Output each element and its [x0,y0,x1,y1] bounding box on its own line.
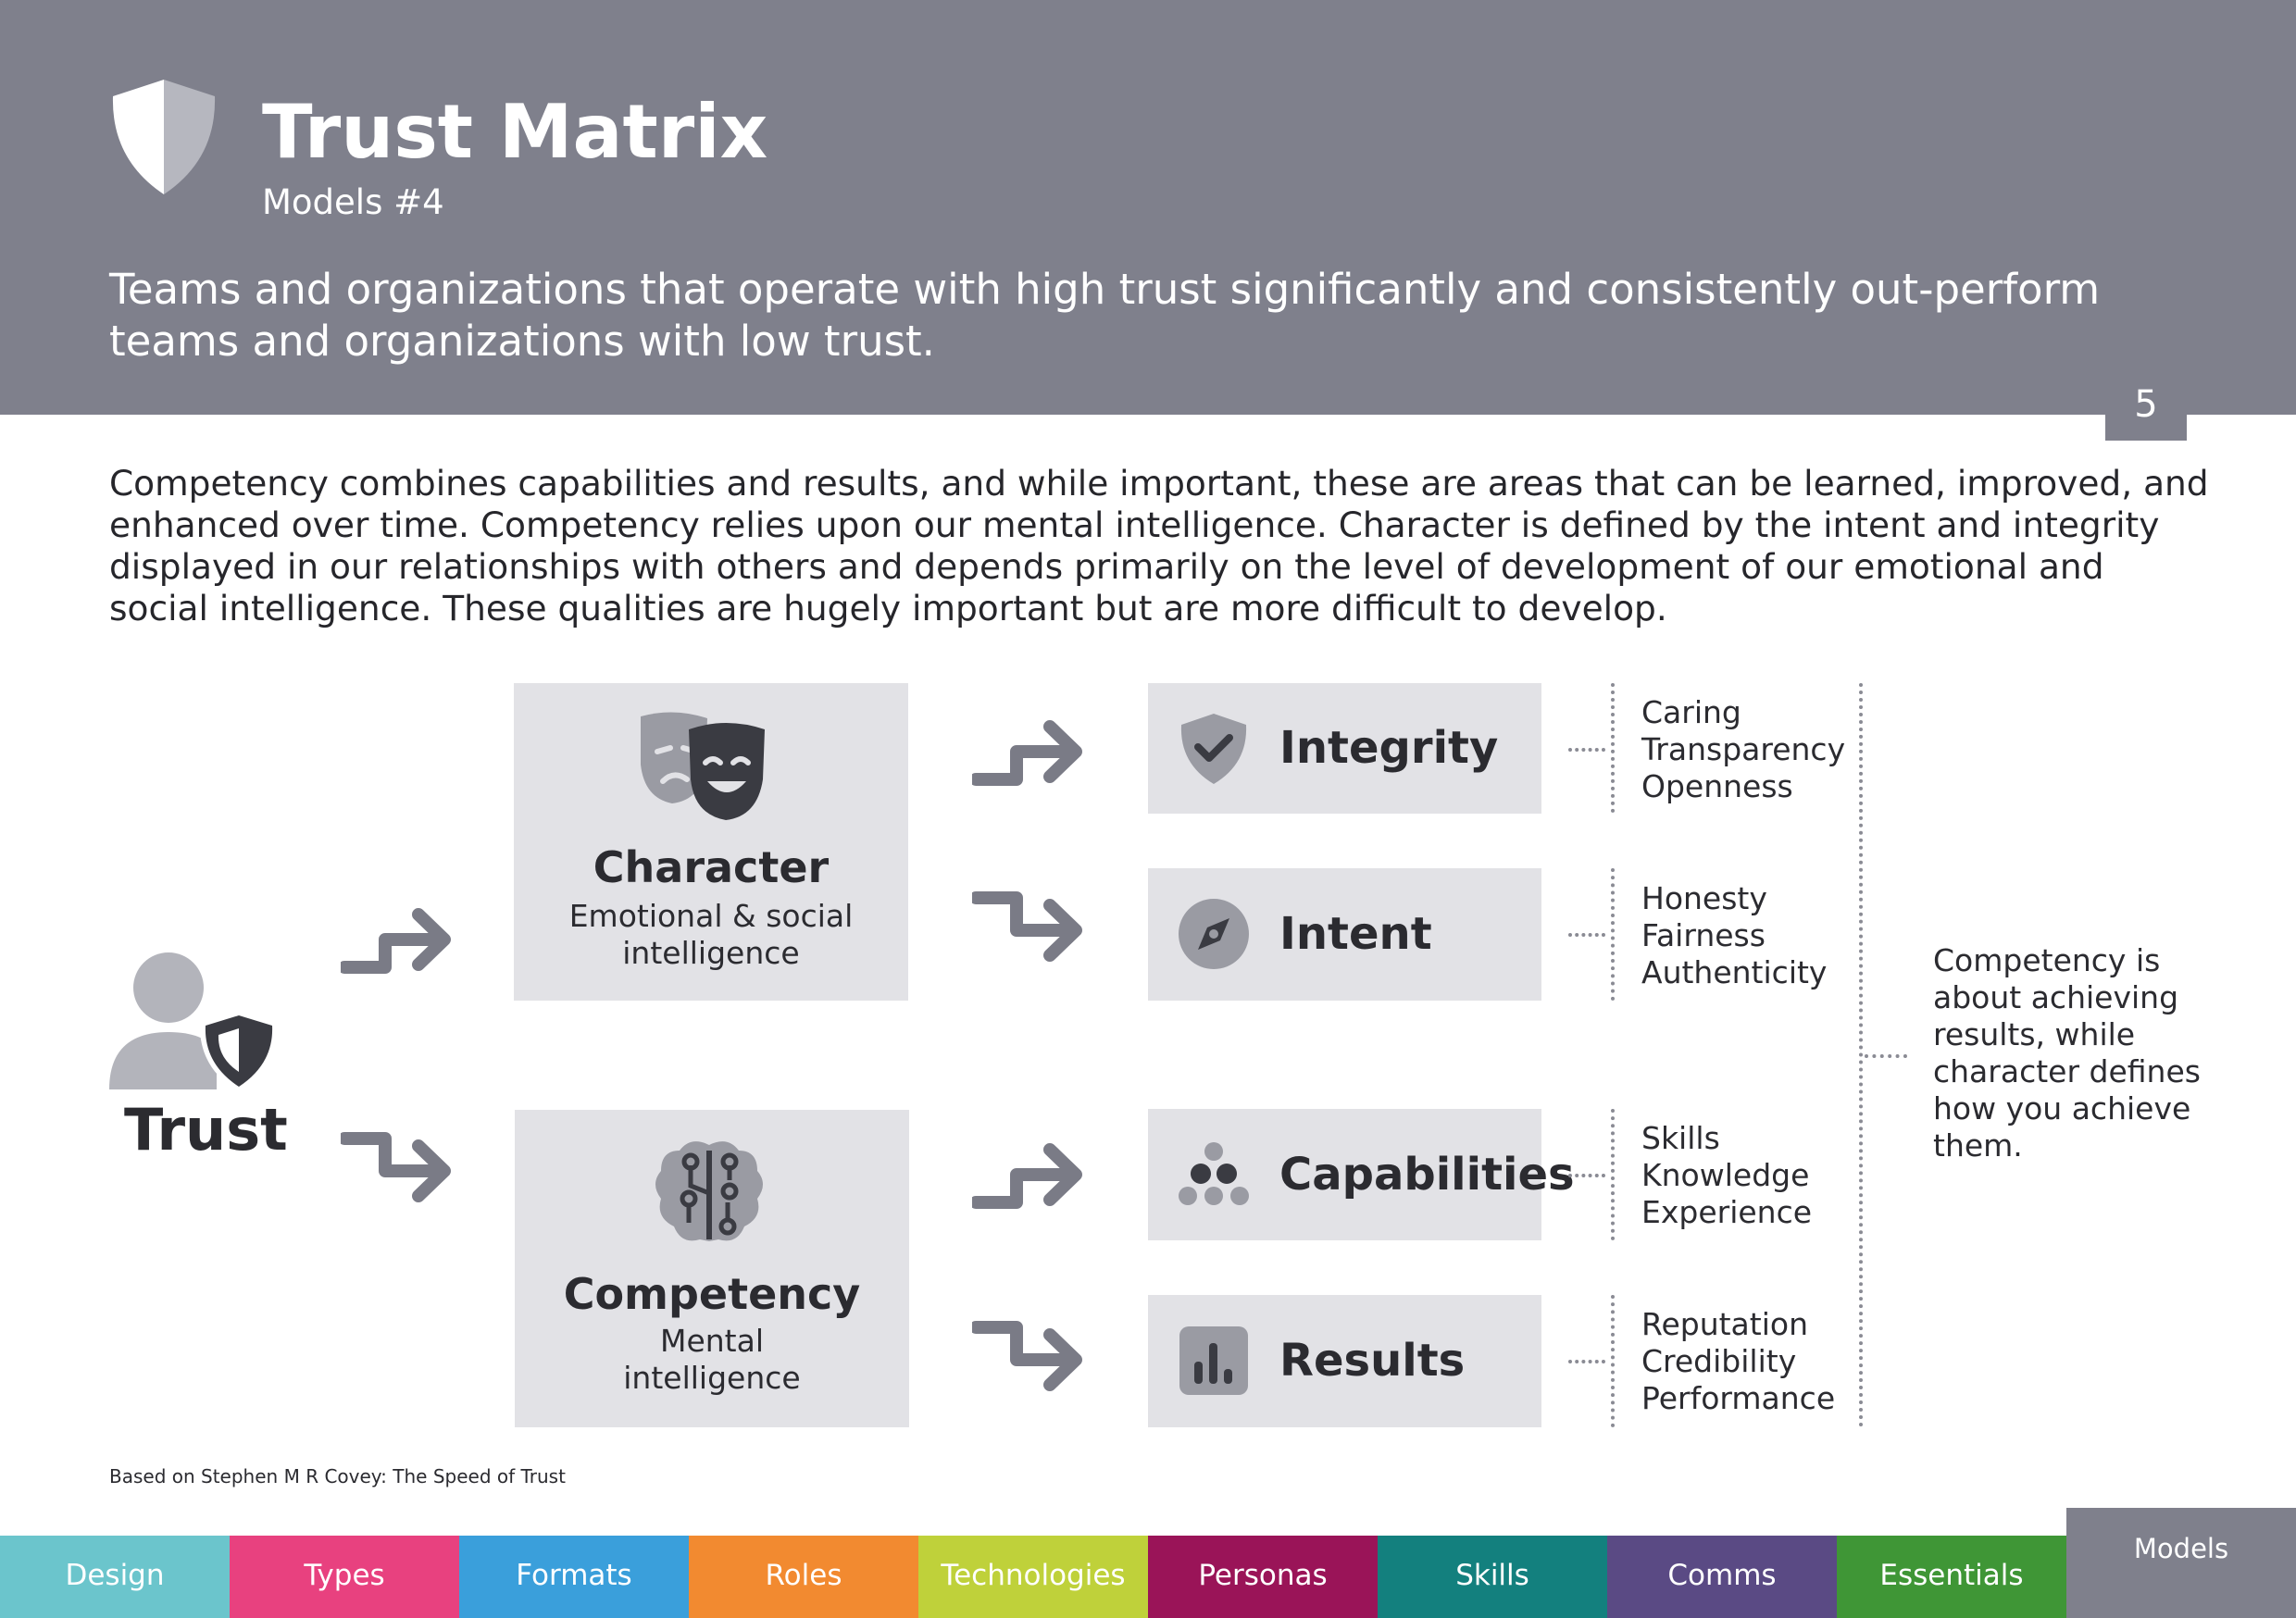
character-box [514,683,908,1001]
character-subtitle-2: intelligence [622,935,800,971]
results-box [1148,1295,1541,1427]
connector-dots [1568,1174,1605,1177]
page-subtitle: Models #4 [262,182,444,222]
competency-subtitle-2: intelligence [623,1360,801,1396]
competency-title: Competency [563,1269,861,1319]
trait-item: Openness [1641,768,1793,804]
bar-chart-icon [1178,1325,1250,1397]
body-paragraph: Competency combines capabilities and results, and while important, these are areas that can be learned, improved, and enhanced over time. Competency relies upon our mental intelligence. Character is defined by the intent and integrity displayed in our relationships with others and depends primarily on the level of development of our emotional and social intelligence. These qualities are hugely important but are more difficult to develop. [109,463,2209,629]
intent-label: Intent [1279,908,1432,960]
character-title: Character [593,842,830,892]
tab-technologies[interactable]: Technologies [918,1536,1148,1618]
tab-essentials[interactable]: Essentials [1837,1536,2066,1618]
capabilities-traits [1641,1120,1812,1231]
arrow-up-right-icon [972,1133,1092,1216]
integrity-traits [1641,694,1845,805]
page-number: 5 [2105,372,2187,441]
source-credit: Based on Stephen M R Covey: The Speed of Trust [109,1465,566,1487]
shield-check-icon [1178,712,1250,784]
page-title: Trust Matrix [262,89,768,175]
capabilities-label: Capabilities [1279,1149,1575,1201]
tab-skills[interactable]: Skills [1378,1536,1607,1618]
tab-design[interactable]: Design [0,1536,230,1618]
arrow-down-right-icon [341,1129,461,1213]
summary-text: Competency is about achieving results, while character defines how you achieve them. [1933,942,2201,1164]
lead-text: Teams and organizations that operate with high trust significantly and consistently out-perform teams and organizations with low trust. [109,265,2101,366]
trait-item: Experience [1641,1194,1813,1230]
theater-masks-icon [637,711,785,822]
character-subtitle-1: Emotional & social [568,898,854,934]
connector-dots [1568,748,1605,752]
dots-pyramid-icon [1178,1139,1250,1211]
tab-types[interactable]: Types [230,1536,459,1618]
tab-models[interactable]: Models [2066,1508,2296,1618]
trait-item: Authenticity [1641,954,1828,990]
connector-dots [1611,1109,1615,1240]
trust-label: Trust [124,1096,288,1164]
arrow-up-right-icon [341,898,461,981]
connector-dots [1611,868,1615,1001]
intent-box [1148,868,1541,1001]
intent-traits [1641,880,1827,991]
integrity-box [1148,683,1541,814]
results-traits [1641,1306,1835,1417]
competency-box [515,1110,909,1427]
trait-item: Skills [1641,1120,1720,1156]
competency-subtitle-1: Mental [659,1323,765,1359]
compass-icon [1178,898,1250,970]
tab-personas[interactable]: Personas [1148,1536,1378,1618]
header-banner [0,0,2296,415]
trait-item: Performance [1641,1380,1836,1416]
arrow-down-right-icon [972,889,1092,972]
brain-circuit-icon [654,1138,765,1249]
tab-comms[interactable]: Comms [1607,1536,1837,1618]
arrow-down-right-icon [972,1318,1092,1401]
connector-dots [1568,1360,1605,1363]
arrow-up-right-icon [972,710,1092,793]
trait-item: Reputation [1641,1306,1808,1342]
person-shield-icon [107,949,283,1092]
connector-dots [1611,1295,1615,1427]
trait-item: Credibility [1641,1343,1797,1379]
integrity-label: Integrity [1279,722,1499,774]
summary-connector-dots [1865,1054,1907,1058]
trait-item: Caring [1641,694,1741,730]
connector-dots [1611,683,1615,813]
tab-roles[interactable]: Roles [689,1536,918,1618]
trait-item: Fairness [1641,917,1766,953]
tab-formats[interactable]: Formats [459,1536,689,1618]
trait-item: Transparency [1641,731,1846,767]
connector-dots [1568,933,1605,937]
trait-item: Honesty [1641,880,1767,916]
section-tabs [0,1536,2296,1618]
trait-item: Knowledge [1641,1157,1810,1193]
shield-logo-icon [107,76,220,196]
summary-bracket-dots [1859,683,1863,1427]
results-label: Results [1279,1335,1466,1387]
capabilities-box [1148,1109,1575,1240]
